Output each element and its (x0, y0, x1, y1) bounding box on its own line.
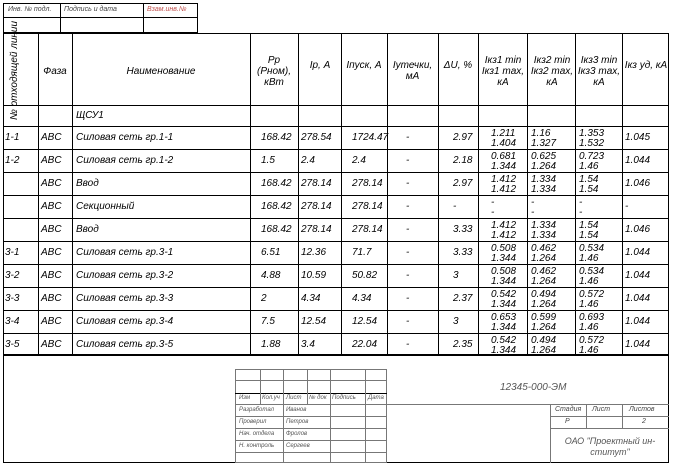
cell-ipusk: 71.7 (352, 247, 372, 258)
cell-name: Силовая сеть гр.3-4 (76, 316, 174, 327)
cell-k3a: 1.54 (579, 174, 599, 185)
cell-ip: 278.14 (301, 201, 332, 212)
podpis-data-label: Подпись и дата (64, 6, 117, 13)
cell-kud: 1.044 (625, 155, 651, 166)
cell-line: 3-3 (5, 293, 20, 304)
cell-iut: - (406, 201, 410, 212)
cell-k1a: 0.542 (491, 289, 517, 300)
cell-k3a: 0.572 (579, 289, 605, 300)
cell-ip: 3.4 (301, 339, 315, 350)
cell-ipusk: 278.14 (352, 201, 383, 212)
cell-kud: 1.044 (625, 339, 651, 350)
cell-ip: 4.34 (301, 293, 321, 304)
cell-line: 1-2 (5, 155, 20, 166)
cell-du: 3.33 (453, 247, 473, 258)
cell-phase: ABC (41, 178, 62, 189)
cell-k2b: 1.327 (531, 138, 557, 149)
rev-hdr-data: Дата (368, 395, 384, 401)
cell-k1b: - (491, 207, 495, 218)
col-header-iutech: Iутечки, мА (392, 60, 433, 82)
cell-k2a: 0.625 (531, 151, 557, 162)
cell-du: 3 (453, 270, 459, 281)
cell-k3b: 1.532 (579, 138, 605, 149)
cell-du: 2.35 (453, 339, 473, 350)
col-header-du: ΔU, % (443, 60, 473, 71)
cell-pr: 168.42 (261, 201, 292, 212)
cell-phase: ABC (41, 339, 62, 350)
cell-k1b: 1.344 (491, 253, 517, 264)
cell-line: 3-5 (5, 339, 20, 350)
role-2-name: Петров (286, 419, 309, 425)
cell-k2a: - (531, 197, 535, 208)
cell-k3b: 1.46 (579, 345, 599, 356)
cell-k2b: 1.334 (531, 184, 557, 195)
cell-kud: 1.044 (625, 316, 651, 327)
cell-kud: 1.046 (625, 224, 651, 235)
cell-k2a: 0.599 (531, 312, 557, 323)
role-2: Проверил (239, 419, 267, 425)
cell-k1a: 0.508 (491, 266, 517, 277)
cell-pr: 168.42 (261, 132, 292, 143)
stage-value: Р (565, 418, 570, 425)
col-header-ikz2: Iкз2 min Iкз2 max, кА (530, 55, 574, 88)
cell-du: 2.37 (453, 293, 473, 304)
cell-k2a: 1.334 (531, 174, 557, 185)
cell-k1b: 1.412 (491, 184, 517, 195)
stage-label: Стадия (555, 406, 582, 413)
cell-k2b: 1.264 (531, 322, 557, 333)
cell-line: 3-4 (5, 316, 20, 327)
cell-k2b: 1.264 (531, 299, 557, 310)
cell-k2a: 0.494 (531, 289, 557, 300)
cell-ip: 278.14 (301, 178, 332, 189)
cell-k3b: 1.46 (579, 322, 599, 333)
cell-k3a: 0.534 (579, 243, 605, 254)
cell-k1a: 1.412 (491, 174, 517, 185)
cell-k1a: 0.542 (491, 335, 517, 346)
cell-k1a: 1.211 (491, 128, 516, 139)
cell-du: 3.33 (453, 224, 473, 235)
cell-ip: 12.54 (301, 316, 327, 327)
rev-hdr-podpis: Подпись (332, 395, 356, 401)
cell-du: 2.18 (453, 155, 473, 166)
cell-iut: - (406, 224, 410, 235)
row-divider (3, 195, 669, 196)
cell-name: Силовая сеть гр.1-2 (76, 155, 174, 166)
rev-hdr-list: Лист (286, 395, 302, 401)
col-header-ikz-ud: Iкз уд, кА (624, 60, 668, 71)
row-divider (3, 310, 669, 311)
row-divider (3, 264, 669, 265)
cell-kud: - (625, 201, 629, 212)
cell-k2a: 0.494 (531, 335, 557, 346)
col-header-ikz1: Iкз1 min Iкз1 max, кА (481, 55, 525, 88)
cell-k2b: 1.264 (531, 345, 557, 356)
cell-k1a: 0.653 (491, 312, 517, 323)
cell-iut: - (406, 132, 410, 143)
rev-hdr-izm: Изм (239, 395, 251, 401)
cell-kud: 1.044 (625, 247, 651, 258)
cell-pr: 1.88 (261, 339, 281, 350)
row-divider (3, 126, 669, 127)
cell-k1b: 1.344 (491, 345, 517, 356)
cell-iut: - (406, 247, 410, 258)
role-4: Н. контроль (239, 443, 275, 449)
cell-k1a: 1.412 (491, 220, 517, 231)
cell-iut: - (406, 178, 410, 189)
cell-k1b: 1.404 (491, 138, 517, 149)
cell-k3b: - (579, 207, 583, 218)
cell-k2b: 1.334 (531, 230, 557, 241)
row-divider (3, 241, 669, 242)
cell-k3a: 1.353 (579, 128, 605, 139)
col-header-ipusk: Iпуск, А (346, 60, 382, 71)
cell-k3a: 0.572 (579, 335, 605, 346)
cell-k3a: 0.693 (579, 312, 605, 323)
col-header-line-no: № отходящей линии (9, 20, 20, 120)
cell-ipusk: 12.54 (352, 316, 378, 327)
cell-ip: 278.54 (301, 132, 332, 143)
cell-k1b: 1.412 (491, 230, 517, 241)
cell-k3b: 1.54 (579, 184, 599, 195)
cell-iut: - (406, 270, 410, 281)
cell-k1b: 1.344 (491, 322, 517, 333)
role-1: Разработал (239, 407, 274, 413)
doc-code: 12345-000-ЭМ (500, 382, 567, 393)
vzam-inv-label: Взам.инв.№ (147, 6, 187, 13)
cell-name: Силовая сеть гр.3-1 (76, 247, 174, 258)
cell-du: 2.97 (453, 132, 473, 143)
org-name: ОАО "Проектный ин-ститут" (564, 436, 656, 457)
cell-k3b: 1.46 (579, 161, 599, 172)
cell-k1b: 1.344 (491, 276, 517, 287)
cell-iut: - (406, 316, 410, 327)
cell-k1a: 0.508 (491, 243, 517, 254)
col-header-ip: Iр, А (309, 60, 331, 71)
role-1-name: Иванов (286, 407, 307, 413)
cell-phase: ABC (41, 224, 62, 235)
cell-phase: ABC (41, 132, 62, 143)
cell-phase: ABC (41, 316, 62, 327)
cell-kud: 1.044 (625, 270, 651, 281)
sheets-value: 2 (642, 418, 646, 425)
row-divider (3, 218, 669, 219)
cell-ipusk: 22.04 (352, 339, 378, 350)
cell-du: 3 (453, 316, 459, 327)
cell-k3b: 1.46 (579, 276, 599, 287)
cell-name: Ввод (76, 178, 99, 189)
cell-line: 3-2 (5, 270, 20, 281)
cell-k2a: 0.462 (531, 243, 557, 254)
cell-kud: 1.046 (625, 178, 651, 189)
cell-k2b: - (531, 207, 535, 218)
col-header-name: Наименование (126, 66, 196, 77)
cell-name: Силовая сеть гр.3-5 (76, 339, 174, 350)
cell-k2a: 0.462 (531, 266, 557, 277)
cell-k3b: 1.54 (579, 230, 599, 241)
cell-k3a: 1.54 (579, 220, 599, 231)
cell-iut: - (406, 339, 410, 350)
cell-k3a: 0.534 (579, 266, 605, 277)
role-3-name: Фролов (286, 431, 308, 437)
cell-k1b: 1.344 (491, 299, 517, 310)
cell-ip: 278.14 (301, 224, 332, 235)
cell-k2a: 1.16 (531, 128, 551, 139)
sheets-label: Листов (629, 406, 655, 413)
cell-iut: - (406, 155, 410, 166)
cell-phase: ABC (41, 293, 62, 304)
rev-hdr-doc: № док (309, 395, 327, 401)
col-header-ikz3: Iкз3 min Iкз3 max, кА (577, 55, 621, 88)
cell-phase: ABC (41, 201, 62, 212)
cell-name: Силовая сеть гр.3-3 (76, 293, 174, 304)
row-divider (3, 149, 669, 150)
col-header-phase: Фаза (43, 66, 67, 77)
role-4-name: Сергеев (286, 443, 310, 449)
cell-iut: - (406, 293, 410, 304)
cell-du: - (453, 201, 457, 212)
cell-kud: 1.044 (625, 293, 651, 304)
cell-ipusk: 278.14 (352, 178, 383, 189)
cell-ip: 2.4 (301, 155, 315, 166)
cell-pr: 6.51 (261, 247, 281, 258)
cell-name: Силовая сеть гр.1-1 (76, 132, 174, 143)
cell-du: 2.97 (453, 178, 473, 189)
cell-line: 1-1 (5, 132, 20, 143)
cell-pr: 1.5 (261, 155, 275, 166)
cell-ip: 10.59 (301, 270, 327, 281)
cell-ipusk: 1724.47 (352, 132, 389, 143)
cell-k3a: - (579, 197, 583, 208)
role-3: Нач. отдела (239, 431, 275, 437)
cell-pr: 168.42 (261, 178, 292, 189)
cell-k3b: 1.46 (579, 299, 599, 310)
cell-k2b: 1.264 (531, 276, 557, 287)
cell-pr: 168.42 (261, 224, 292, 235)
cell-name: Силовая сеть гр.3-2 (76, 270, 174, 281)
cell-pr: 2 (261, 293, 267, 304)
cell-phase: ABC (41, 155, 62, 166)
sheet-label: Лист (592, 406, 611, 413)
cell-k2b: 1.264 (531, 161, 557, 172)
cell-name: Секционный (76, 201, 135, 212)
cell-name: Ввод (76, 224, 99, 235)
cell-line: 3-1 (5, 247, 20, 258)
cell-ipusk: 278.14 (352, 224, 383, 235)
cell-pr: 7.5 (261, 316, 275, 327)
col-header-pr: Рр (Рном), кВт (256, 55, 292, 88)
cell-pr: 4.88 (261, 270, 281, 281)
row-divider (3, 172, 669, 173)
cell-k1a: 0.681 (491, 151, 517, 162)
panel-title: ЩСУ1 (76, 110, 104, 121)
cell-phase: ABC (41, 247, 62, 258)
cell-ipusk: 4.34 (352, 293, 372, 304)
cell-ip: 12.36 (301, 247, 327, 258)
cell-k3a: 0.723 (579, 151, 605, 162)
inv-podl-label: Инв. № подл. (8, 6, 52, 13)
cell-k2a: 1.334 (531, 220, 557, 231)
cell-phase: ABC (41, 270, 62, 281)
row-divider (3, 287, 669, 288)
cell-ipusk: 50.82 (352, 270, 378, 281)
row-divider (3, 333, 669, 334)
cell-ipusk: 2.4 (352, 155, 366, 166)
rev-hdr-kol: Кол.уч (262, 395, 280, 401)
cell-k2b: 1.264 (531, 253, 557, 264)
cell-k3b: 1.46 (579, 253, 599, 264)
cell-k1b: 1.344 (491, 161, 517, 172)
cell-k1a: - (491, 197, 495, 208)
cell-kud: 1.045 (625, 132, 651, 143)
